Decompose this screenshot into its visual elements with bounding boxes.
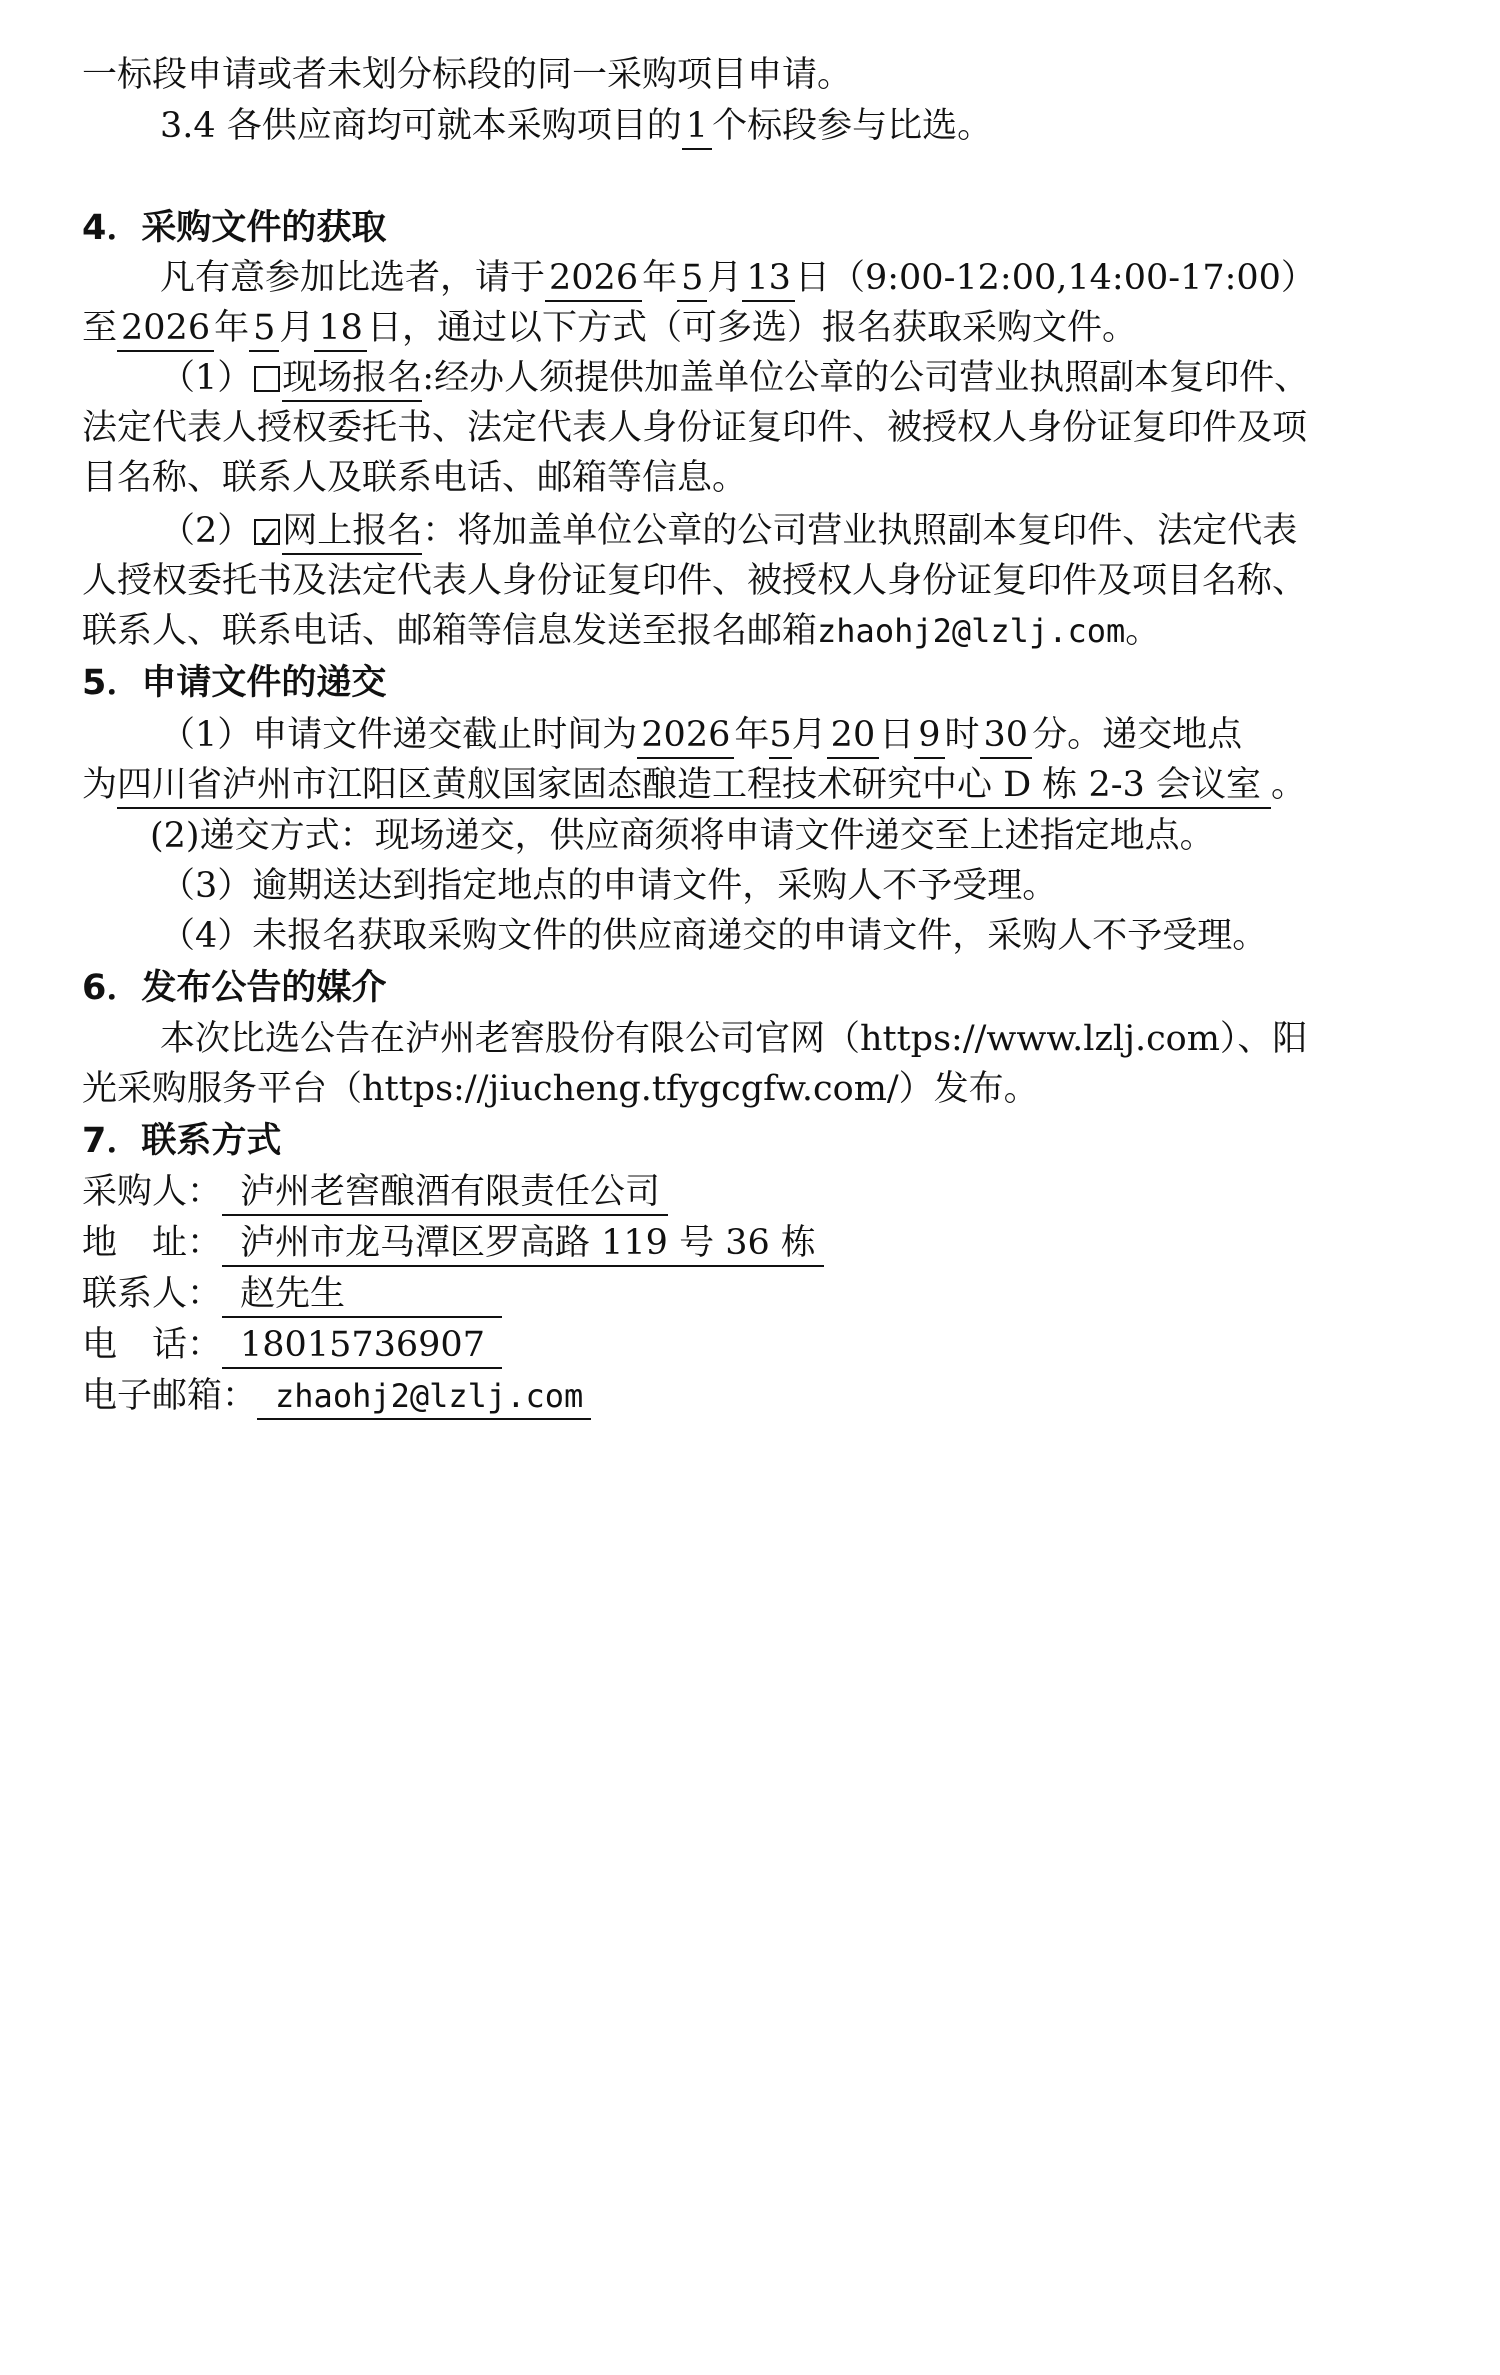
- contact-person-label: 联系人：: [82, 1274, 223, 1314]
- s3-line1-text: 一标段申请或者未划分标段的同一采购项目申请。: [82, 55, 853, 95]
- opt1-line3: 目名称、联系人及联系电话、邮箱等信息。: [82, 458, 748, 498]
- s4-times: （9:00-12:00,14:00-17:00）: [829, 258, 1316, 298]
- s6-l2-text: 光采购服务平台（https://jiucheng.tfygcgfw.com/）发布。: [82, 1069, 1039, 1109]
- s4-option2-line3: [82, 606, 1422, 656]
- s5-para4: [160, 911, 1422, 961]
- s6-l1-text: 本次比选公告在泸州老窖股份有限公司官网（https://www.lzlj.com）、阳: [160, 1019, 1308, 1059]
- s5-para2: [150, 811, 1490, 861]
- contact-phone-row: [82, 1320, 1422, 1370]
- s4-day1: 13: [742, 256, 795, 302]
- email-label: 电子邮箱：: [82, 1376, 258, 1416]
- s4-heading: [82, 203, 1422, 253]
- phone-value: 18015736907: [222, 1323, 502, 1369]
- opt2-line2: 人授权委托书及法定代表人身份证复印件、被授权人身份证复印件及项目名称、: [82, 561, 1308, 601]
- s5-p3-text: （3）逾期送达到指定地点的申请文件，采购人不予受理。: [160, 866, 1058, 906]
- s5-shi: 时: [944, 715, 980, 755]
- onsite-registration-checkbox[interactable]: [254, 366, 280, 392]
- s4-line2: [82, 303, 1422, 353]
- email-value: zhaohj2@lzlj.com: [257, 1374, 591, 1420]
- s4-yue2: 月: [279, 308, 315, 348]
- s5-para3: [160, 861, 1422, 911]
- s4-line1: [160, 253, 1422, 303]
- s4-year2: 2026: [117, 306, 214, 352]
- submission-location: 四川省泸州市江阳区黄舣国家固态酿造工程技术研究中心 D 栋 2-3 会议室: [117, 763, 1271, 809]
- s5-nian: 年: [734, 715, 770, 755]
- s4-option1-line2: [82, 403, 1422, 453]
- s4-month2: 5: [249, 306, 279, 352]
- s4-l2-text: 日，通过以下方式（可多选）报名获取采购文件。: [366, 308, 1137, 348]
- s5-para1: [160, 710, 1422, 760]
- registration-email: zhaohj2@lzlj.com: [817, 612, 1126, 650]
- s5-heading-text: 5．申请文件的递交: [82, 663, 387, 703]
- s5-hour: 9: [914, 713, 944, 759]
- s4-day2: 18: [314, 306, 367, 352]
- s4-nian1: 年: [642, 258, 678, 298]
- s5-month: 5: [769, 713, 791, 759]
- s5-heading: [82, 658, 1422, 708]
- p34-text-b: 个标段参与比选。: [712, 106, 993, 146]
- s6-heading: [82, 963, 1422, 1013]
- s5-p1-text: （1）申请文件递交截止时间为: [160, 715, 638, 755]
- s5-fen: 分。递交地点: [1032, 715, 1243, 755]
- s3-line1: [82, 50, 1422, 100]
- s5-p4-text: （4）未报名获取采购文件的供应商递交的申请文件，采购人不予受理。: [160, 916, 1268, 956]
- s5-yue: 月: [791, 715, 827, 755]
- s6-line2: [82, 1064, 1422, 1114]
- s4-option1-line3: [82, 453, 1422, 503]
- opt2-line3-text: 联系人、联系电话、邮箱等信息发送至报名邮箱: [82, 611, 818, 651]
- s5-year: 2026: [637, 713, 734, 759]
- s5-p2-text: (2)递交方式：现场递交，供应商须将申请文件递交至上述指定地点。: [150, 816, 1215, 856]
- opt2-text: ：将加盖单位公章的公司营业执照副本复印件、法定代表: [422, 511, 1298, 551]
- s4-heading-text: 4．采购文件的获取: [82, 208, 387, 248]
- s5-minute: 30: [980, 713, 1033, 759]
- buyer-value: 泸州老窖酿酒有限责任公司: [222, 1170, 668, 1216]
- s5-para1-line2: [82, 760, 1422, 810]
- contact-person-row: [82, 1269, 1422, 1319]
- s4-ri1: 日: [794, 258, 830, 298]
- s4-l1-text: 凡有意参加比选者，请于: [160, 258, 546, 298]
- p34-text-a: 3.4 各供应商均可就本采购项目的: [160, 106, 682, 146]
- s6-line1: [160, 1014, 1422, 1064]
- contact-email-row: [82, 1371, 1422, 1421]
- s7-heading: [82, 1116, 1422, 1166]
- opt1-number: （1）: [160, 358, 253, 398]
- s4-zhi: 至: [82, 308, 118, 348]
- opt2-label: 网上报名: [282, 509, 422, 555]
- address-value: 泸州市龙马潭区罗高路 119 号 36 栋: [222, 1221, 824, 1267]
- online-registration-checkbox[interactable]: [254, 519, 280, 545]
- opt2-line3-end: 。: [1125, 611, 1161, 651]
- s4-option2-line2: [82, 556, 1422, 606]
- contact-person-value: 赵先生: [222, 1272, 502, 1318]
- s5-p1-end: 。: [1270, 765, 1306, 805]
- address-label: 地 址：: [82, 1223, 223, 1263]
- s7-heading-text: 7．联系方式: [82, 1121, 282, 1161]
- s4-option2: [160, 506, 1422, 556]
- s4-nian2: 年: [214, 308, 250, 348]
- contact-address-row: [82, 1218, 1422, 1268]
- p34-number: 1: [682, 104, 712, 150]
- s4-year1: 2026: [545, 256, 642, 302]
- s3-para-3-4: [160, 101, 1422, 151]
- opt1-label: 现场报名: [282, 356, 422, 402]
- s4-option1: [160, 353, 1422, 403]
- contact-buyer-row: [82, 1167, 1422, 1217]
- opt2-number: （2）: [160, 511, 253, 551]
- s5-wei: 为: [82, 765, 118, 805]
- s5-ri: 日: [879, 715, 915, 755]
- s4-yue1: 月: [707, 258, 743, 298]
- opt1-line2: 法定代表人授权委托书、法定代表人身份证复印件、被授权人身份证复印件及项: [82, 408, 1308, 448]
- opt1-text: :经办人须提供加盖单位公章的公司营业执照副本复印件、: [422, 358, 1310, 398]
- s5-day: 20: [827, 713, 880, 759]
- s4-month1: 5: [677, 256, 707, 302]
- s6-heading-text: 6．发布公告的媒介: [82, 968, 387, 1008]
- phone-label: 电 话：: [82, 1325, 223, 1365]
- buyer-label: 采购人：: [82, 1172, 223, 1212]
